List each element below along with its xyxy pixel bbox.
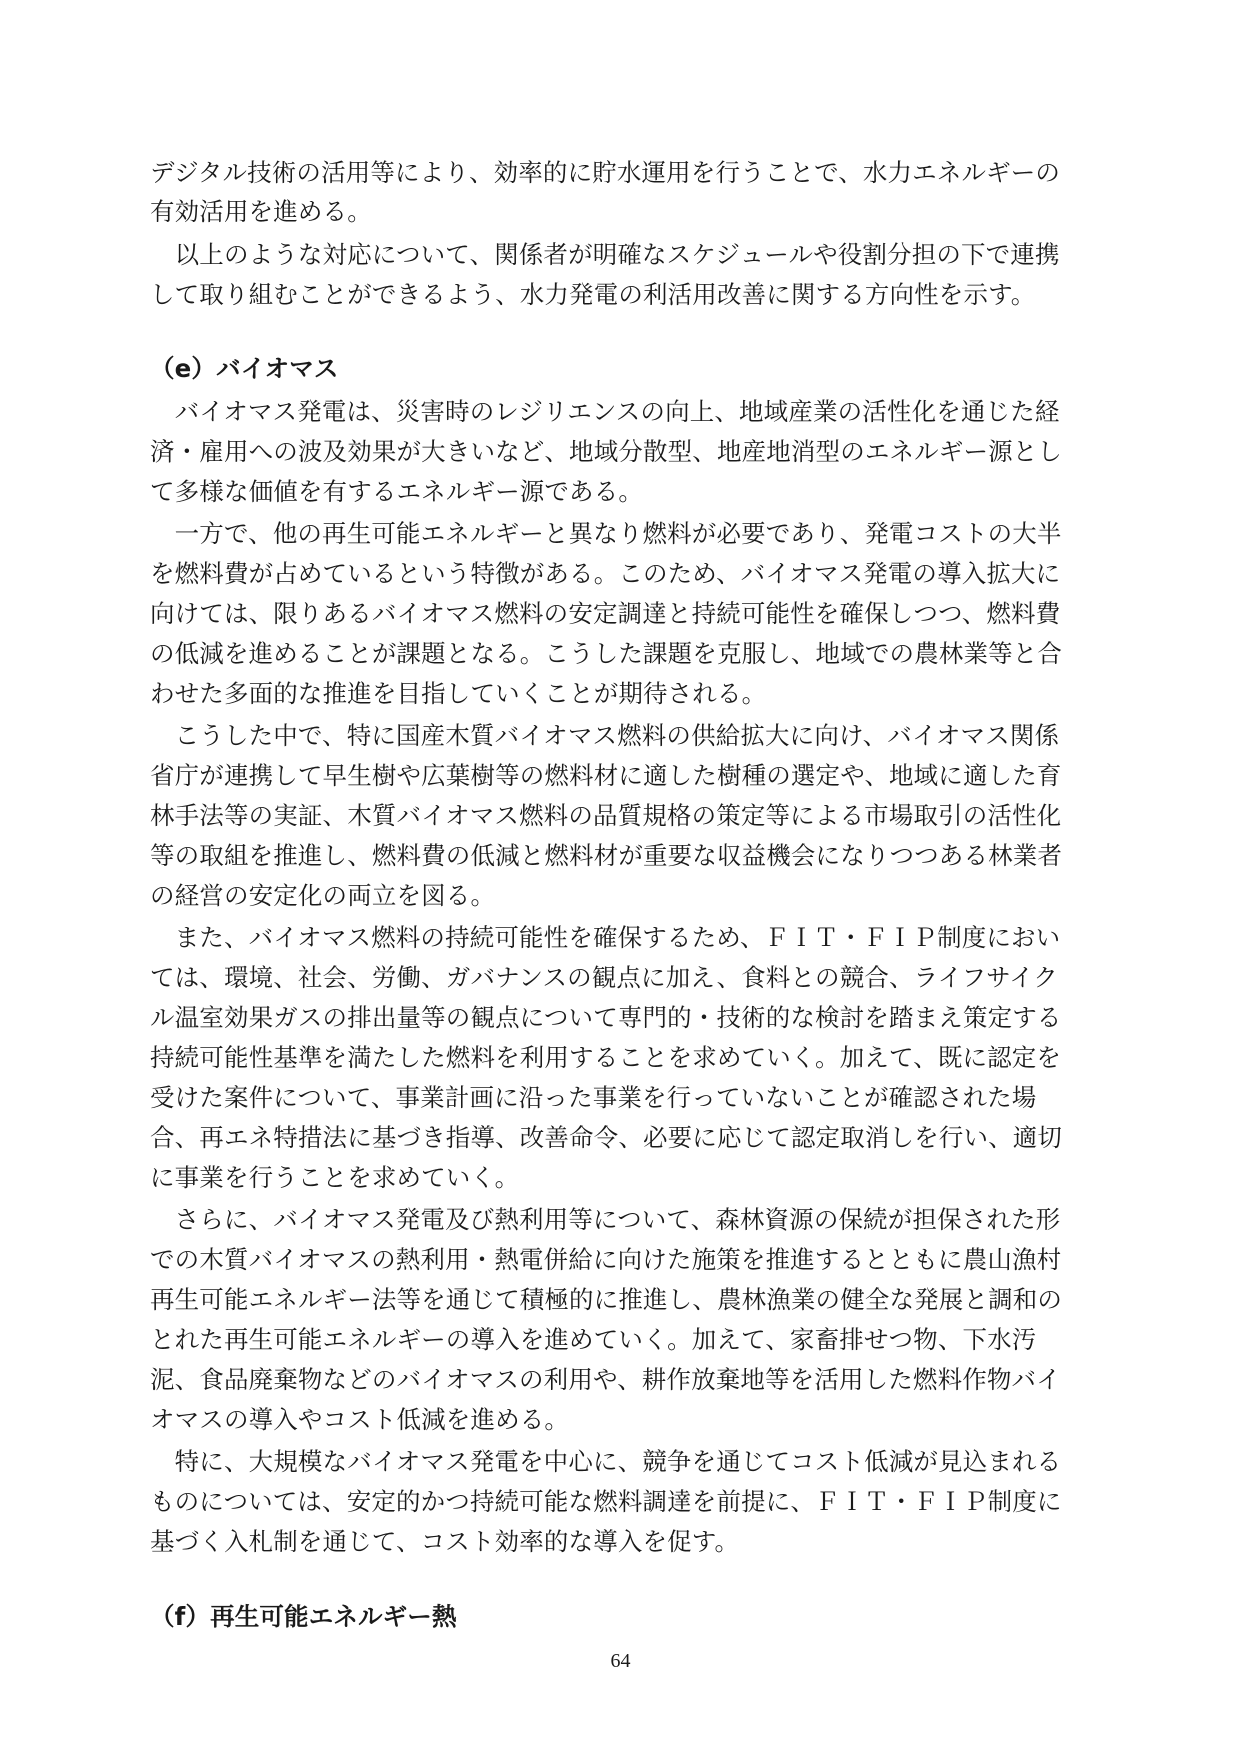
body-line: 向けては、限りあるバイオマス燃料の安定調達と持続可能性を確保しつつ、燃料費 [150,599,1061,628]
body-line: さらに、バイオマス発電及び熱利用等について、森林資源の保続が担保された形 [150,1205,1061,1234]
page-number: 64 [610,1650,631,1672]
body-line: ものについては、安定的かつ持続可能な燃料調達を前提に、ＦＩＴ・ＦＩＰ制度に [150,1487,1062,1516]
body-line: 基づく入札制を通じて、コスト効率的な導入を促す。 [150,1527,740,1556]
body-line: を燃料費が占めているという特徴がある。このため、バイオマス発電の導入拡大に [150,559,1061,588]
body-line: 再生可能エネルギー法等を通じて積極的に推進し、農林漁業の健全な発展と調和の [150,1285,1063,1314]
body-line: とれた再生可能エネルギーの導入を進めていく。加えて、家畜排せつ物、下水汚 [150,1325,1037,1354]
body-line: に事業を行うことを求めていく。 [150,1163,520,1192]
body-line: 以上のような対応について、関係者が明確なスケジュールや役割分担の下で連携 [150,240,1060,269]
body-line: 林手法等の実証、木質バイオマス燃料の品質規格の策定等による市場取引の活性化 [150,801,1062,830]
body-line: こうした中で、特に国産木質バイオマス燃料の供給拡大に向け、バイオマス関係 [150,721,1060,750]
body-line: 合、再エネ特措法に基づき指導、改善命令、必要に応じて認定取消しを行い、適切 [150,1123,1063,1152]
body-line: て多様な価値を有するエネルギー源である。 [150,477,643,506]
body-line: オマスの導入やコスト低減を進める。 [150,1405,570,1434]
body-line: での木質バイオマスの熱利用・熱電併給に向けた施策を推進するとともに農山漁村 [150,1245,1062,1274]
body-line: 有効活用を進める。 [150,197,372,226]
body-line: 持続可能性基準を満たした燃料を利用することを求めていく。加えて、既に認定を [150,1043,1062,1072]
body-line: 受けた案件について、事業計画に沿った事業を行っていないことが確認された場 [150,1083,1037,1112]
body-line: わせた多面的な推進を目指していくことが期待される。 [150,679,767,708]
body-line: 泥、食品廃棄物などのバイオマスの利用や、耕作放棄地等を活用した燃料作物バイ [150,1365,1061,1394]
section-heading-biomass: （e）バイオマス [150,354,339,383]
body-line: ては、環境、社会、労働、ガバナンスの観点に加え、食料との競合、ライフサイク [150,963,1058,992]
body-line: 特に、大規模なバイオマス発電を中心に、競争を通じてコスト低減が見込まれる [150,1447,1062,1476]
body-line: ル温室効果ガスの排出量等の観点について専門的・技術的な検討を踏まえ策定する [150,1003,1062,1032]
body-line: して取り組むことができるよう、水力発電の利活用改善に関する方向性を示す。 [150,280,1036,309]
section-heading-renewable-heat: （f）再生可能エネルギー熱 [150,1602,457,1631]
body-line: の低減を進めることが課題となる。こうした課題を克服し、地域での農林業等と合 [150,639,1063,668]
body-line: また、バイオマス燃料の持続可能性を確保するため、ＦＩＴ・ＦＩＰ制度におい [150,923,1061,952]
body-line: の経営の安定化の両立を図る。 [150,881,496,910]
body-line: バイオマス発電は、災害時のレジリエンスの向上、地域産業の活性化を通じた経 [150,397,1060,426]
body-line: デジタル技術の活用等により、効率的に貯水運用を行うことで、水力エネルギーの [150,158,1061,187]
body-line: 省庁が連携して早生樹や広葉樹等の燃料材に適した樹種の選定や、地域に適した育 [150,761,1062,790]
body-line: 等の取組を推進し、燃料費の低減と燃料材が重要な収益機会になりつつある林業者 [150,841,1063,870]
body-line: 一方で、他の再生可能エネルギーと異なり燃料が必要であり、発電コストの大半 [150,519,1062,548]
body-line: 済・雇用への波及効果が大きいなど、地域分散型、地産地消型のエネルギー源とし [150,437,1063,466]
